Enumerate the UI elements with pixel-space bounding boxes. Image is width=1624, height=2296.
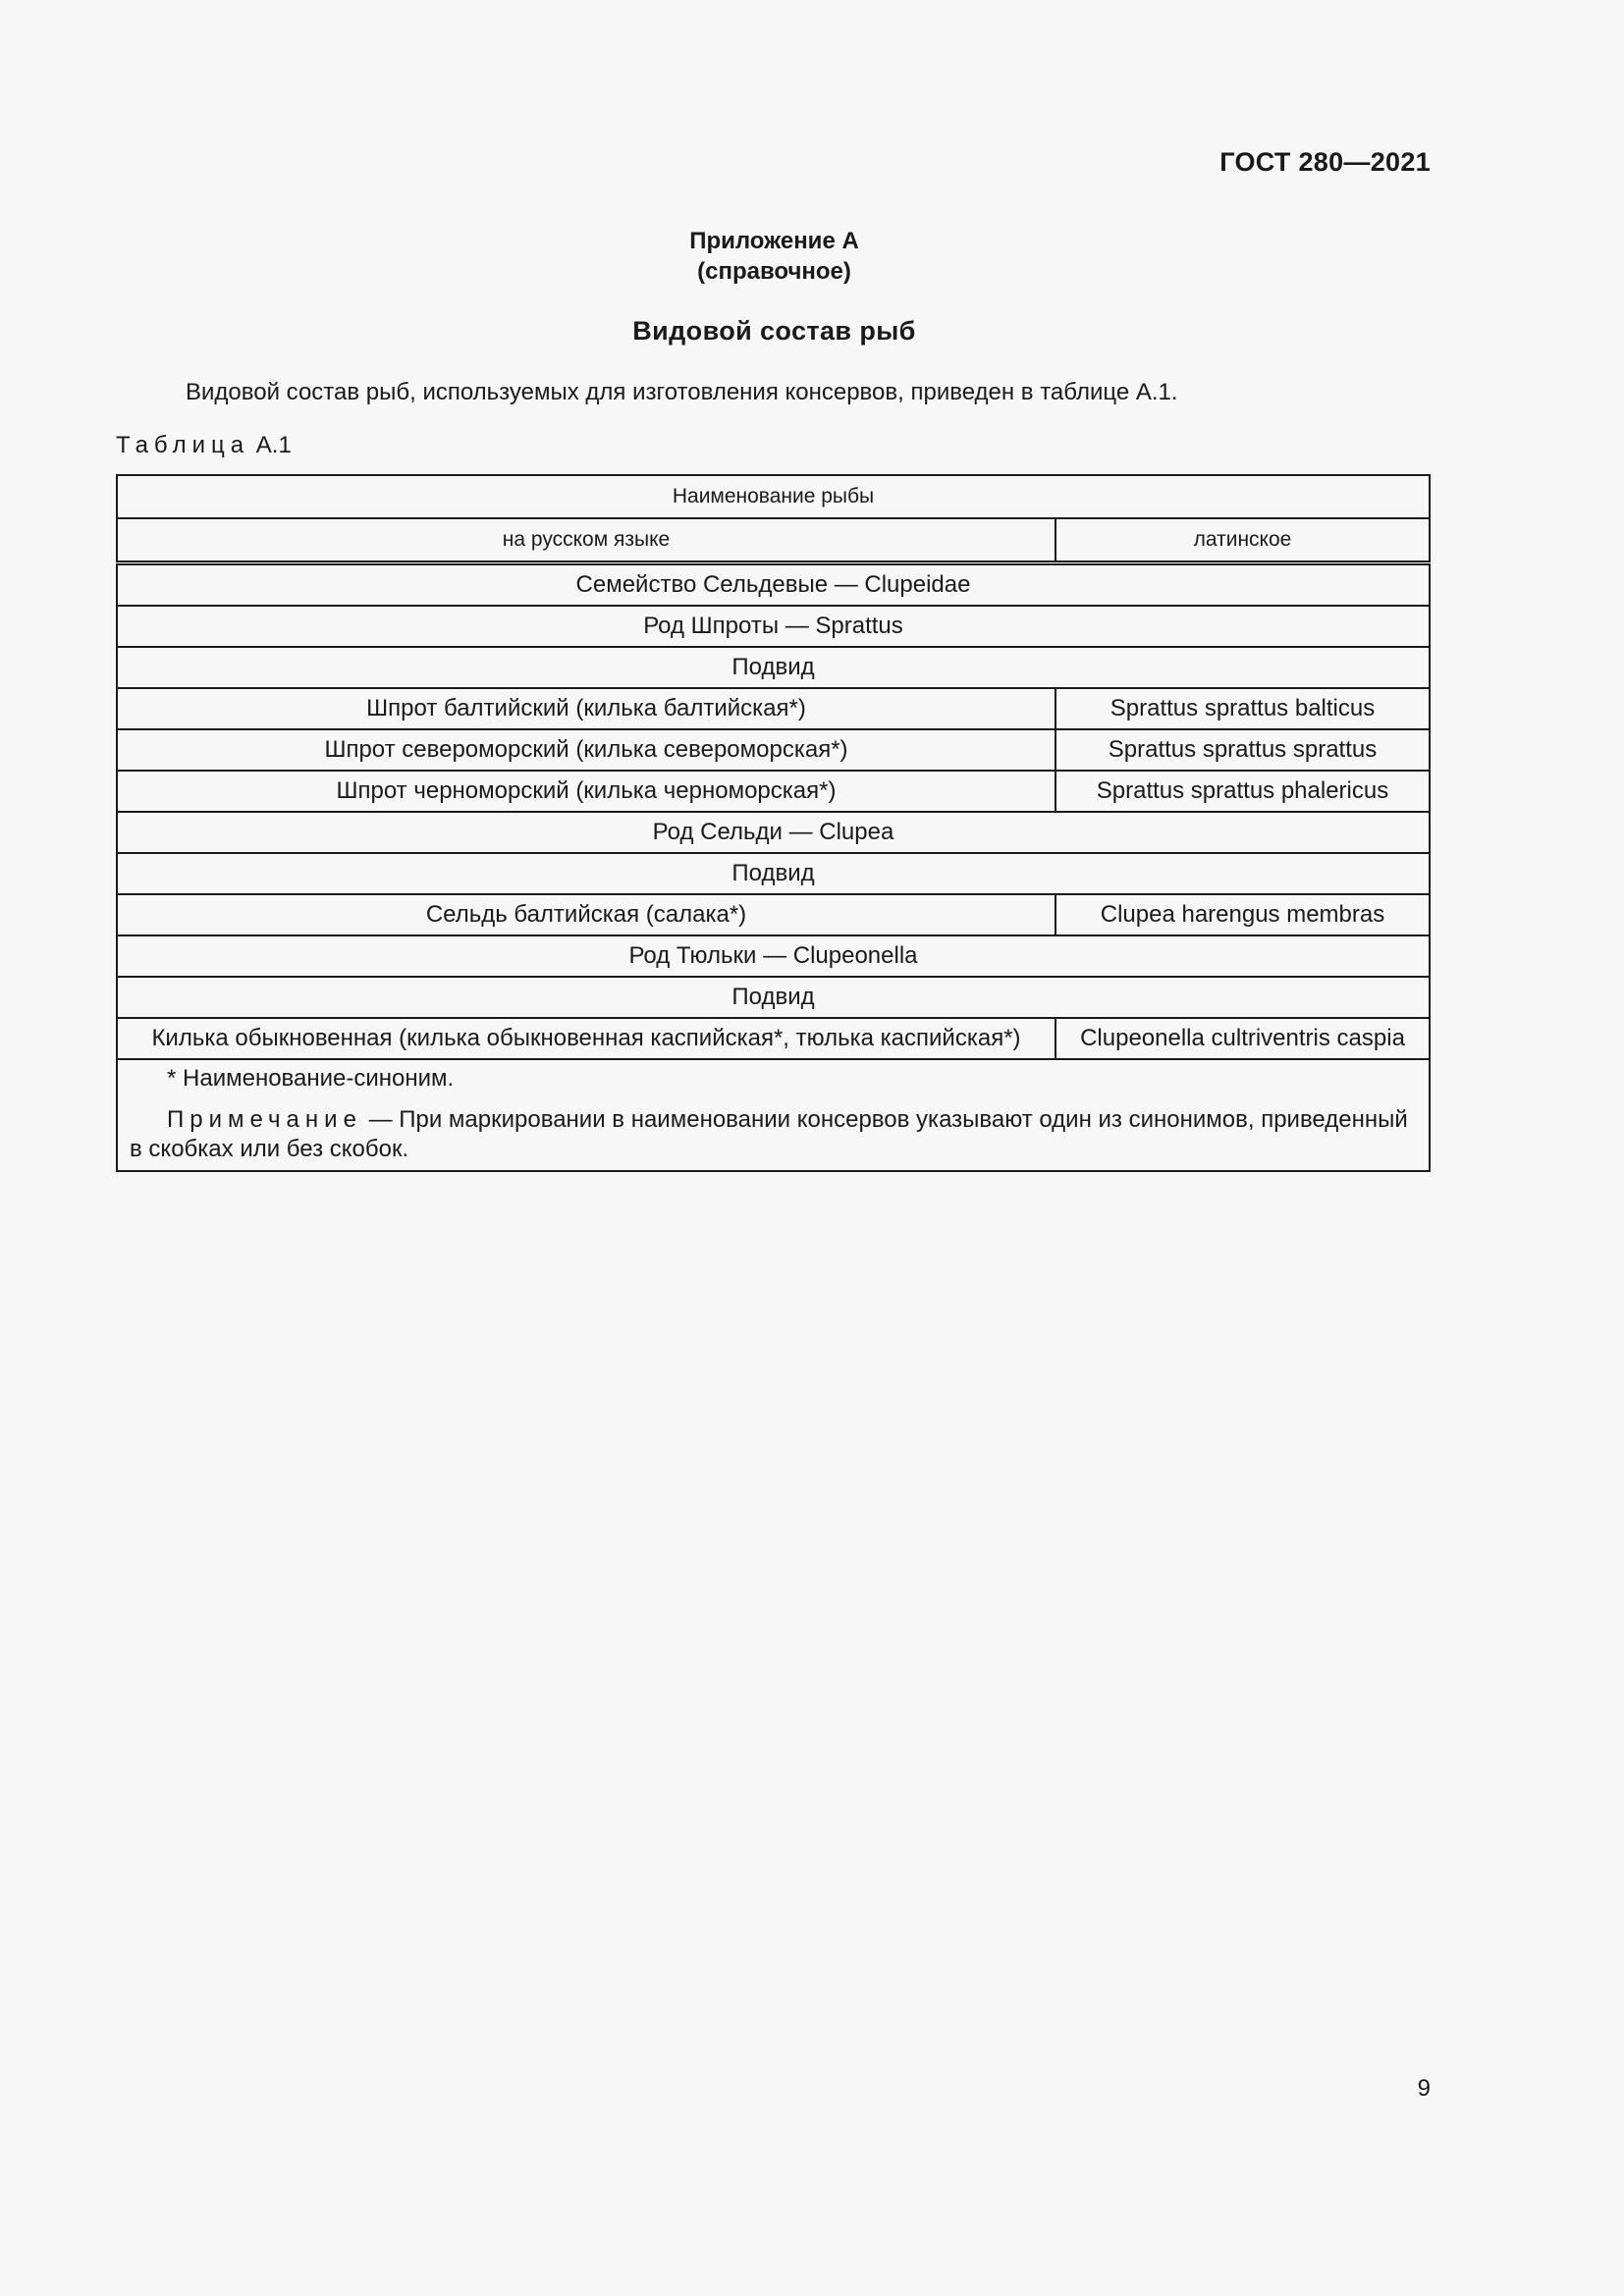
intro-paragraph: Видовой состав рыб, используемых для изготовления консервов, приведен в таблице А.1.: [186, 379, 1178, 405]
table-group-row: [117, 977, 1430, 1018]
latin-name-cell: Sprattus sprattus sprattus: [1056, 729, 1430, 771]
table-subheader-row: [117, 518, 1430, 563]
latin-name-cell: Clupea harengus membras: [1056, 894, 1430, 935]
table-row: [117, 1018, 1430, 1059]
latin-name-cell: Clupeonella cultriventris caspia: [1056, 1018, 1430, 1059]
table-header-cell: Наименование рыбы: [117, 475, 1430, 518]
note: [130, 1105, 1419, 1164]
table-group-row: [117, 812, 1430, 853]
group-cell: Род Шпроты — Sprattus: [117, 606, 1430, 647]
group-cell: Род Тюльки — Clupeonella: [117, 935, 1430, 977]
russian-name-cell: Килька обыкновенная (килька обыкновенная каспийская*, тюлька каспийская*): [117, 1018, 1056, 1059]
table-header-row: [117, 475, 1430, 518]
group-cell: Подвид: [117, 647, 1430, 688]
note-text: — При маркировании в наименовании консервов указывают один из синонимов, приведенный в скобках или без скобок.: [130, 1106, 1408, 1162]
table-row: [117, 771, 1430, 812]
table-group-row: [117, 563, 1430, 607]
column-header-latin: латинское: [1056, 518, 1430, 563]
page-number: 9: [1417, 2075, 1431, 2102]
table-row: [117, 729, 1430, 771]
fish-species-table: [116, 474, 1431, 1172]
group-cell: Подвид: [117, 977, 1430, 1018]
appendix-kind: (справочное): [697, 258, 851, 285]
table-row: [117, 894, 1430, 935]
table-caption: [116, 432, 292, 459]
footnote: * Наименование-синоним.: [167, 1065, 455, 1092]
notes-cell: [117, 1059, 1430, 1171]
group-cell: Семейство Сельдевые — Clupeidae: [117, 563, 1430, 607]
group-cell: Подвид: [117, 853, 1430, 894]
section-title: Видовой состав рыб: [632, 316, 916, 346]
russian-name-cell: Сельдь балтийская (салака*): [117, 894, 1056, 935]
table-caption-word: Таблица: [116, 432, 250, 458]
table-group-row: [117, 853, 1430, 894]
appendix-title: Приложение А: [689, 228, 859, 254]
column-header-russian: на русском языке: [117, 518, 1056, 563]
note-label: Примечание: [167, 1106, 362, 1133]
group-cell: Род Сельди — Clupea: [117, 812, 1430, 853]
table-group-row: [117, 606, 1430, 647]
latin-name-cell: Sprattus sprattus phalericus: [1056, 771, 1430, 812]
russian-name-cell: Шпрот балтийский (килька балтийская*): [117, 688, 1056, 729]
table-group-row: [117, 935, 1430, 977]
russian-name-cell: Шпрот североморский (килька североморская*): [117, 729, 1056, 771]
latin-name-cell: Sprattus sprattus balticus: [1056, 688, 1430, 729]
table-row: [117, 688, 1430, 729]
table-notes-row: [117, 1059, 1430, 1171]
table-group-row: [117, 647, 1430, 688]
document-code: ГОСТ 280—2021: [1219, 147, 1431, 177]
appendix-heading: [0, 226, 1548, 287]
table-caption-number: А.1: [255, 432, 292, 458]
russian-name-cell: Шпрот черноморский (килька черноморская*): [117, 771, 1056, 812]
